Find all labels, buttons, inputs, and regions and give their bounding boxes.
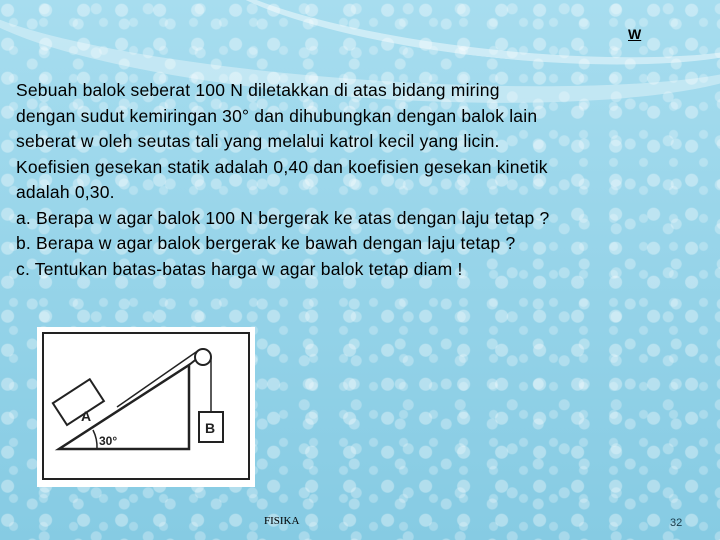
page-number: 32 [670, 517, 683, 529]
question-b: b. Berapa w agar balok bergerak ke bawah dengan laju tetap ? [16, 233, 516, 253]
problem-line: dengan sudut kemiringan 30° dan dihubungkan dengan balok lain [16, 105, 538, 126]
footer-title: FISIKA [264, 515, 300, 527]
corner-label: W [628, 26, 642, 42]
block-a [53, 379, 104, 425]
problem-text [16, 78, 716, 282]
angle-label: 30° [99, 434, 118, 448]
question-c: c. Tentukan batas-batas harga w agar balok tetap diam ! [16, 258, 463, 279]
question-a: a. Berapa w agar balok 100 N bergerak ke atas dengan laju tetap ? [16, 207, 550, 228]
problem-line: Koefisien gesekan statik adalah 0,40 dan koefisien gesekan kinetik [16, 156, 548, 177]
inclined-plane-diagram [37, 327, 255, 487]
problem-line: Sebuah balok seberat 100 N diletakkan di atas bidang miring [16, 80, 500, 100]
block-a-label: A [81, 408, 92, 424]
angle-arc [93, 430, 97, 449]
block-a-shape [53, 379, 104, 425]
rope [117, 350, 199, 407]
problem-line: adalah 0,30. [16, 182, 115, 202]
inclined-plane-figure [37, 327, 255, 487]
problem-line: seberat w oleh seutas tali yang melalui katrol kecil yang licin. [16, 131, 500, 151]
block-b-label: B [205, 420, 216, 436]
